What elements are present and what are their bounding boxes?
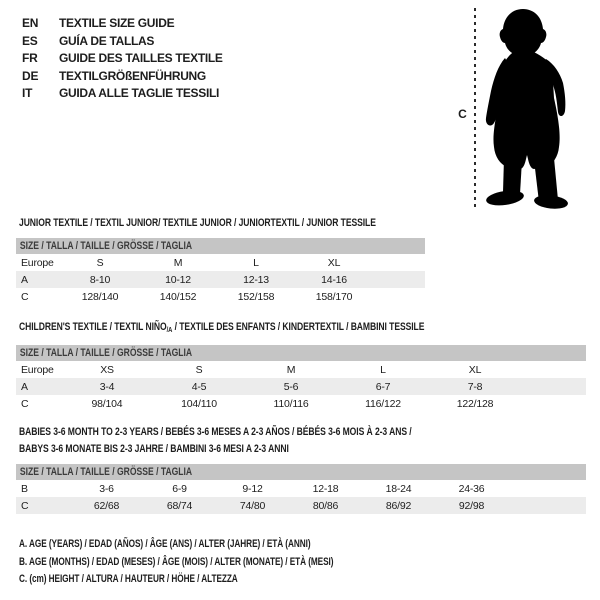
- table-row: [16, 288, 425, 305]
- table-header-row: [16, 345, 586, 361]
- language-row: [22, 68, 223, 86]
- table-cell: 24-36: [458, 482, 485, 495]
- table-cell: 86/92: [362, 497, 435, 514]
- section-title-line: BABYS 3-6 MONATE BIS 2-3 JAHRE / BAMBINI 3-6 MESI A 2-3 ANNI: [19, 443, 289, 455]
- table-cell: XS: [100, 363, 114, 376]
- baby-silhouette: [482, 8, 572, 210]
- babies-size-table: [16, 464, 586, 514]
- language-row: [22, 33, 223, 51]
- table-row: [16, 480, 586, 497]
- table-cell: 104/110: [181, 397, 217, 410]
- table-cell: [508, 497, 586, 514]
- footnote: B. AGE (MONTHS) / EDAD (MESES) / ÂGE (MOIS) / ALTER (MONATE) / ETÀ (MESI): [19, 555, 334, 568]
- row-label: A: [16, 271, 61, 288]
- row-label: Europe: [21, 363, 54, 376]
- table-cell: 80/86: [289, 497, 362, 514]
- section-title-babies: [19, 424, 412, 458]
- language-label: TEXTILE SIZE GUIDE: [59, 16, 175, 30]
- row-label: B: [21, 482, 28, 495]
- language-code: IT: [22, 86, 33, 101]
- table-cell: 8-10: [61, 271, 139, 288]
- table-cell: [521, 378, 586, 395]
- section-title-line: BABIES 3-6 MONTH TO 2-3 YEARS / BEBÉS 3-6 MESES A 2-3 AÑOS / BÉBÉS 3-6 MOIS À 2-3 ANS /: [19, 426, 412, 438]
- table-cell: 110/116: [273, 397, 309, 410]
- section-title-junior: JUNIOR TEXTILE / TEXTIL JUNIOR/ TEXTILE JUNIOR / JUNIORTEXTIL / JUNIOR TESSILE: [19, 217, 376, 229]
- junior-size-table: [16, 238, 425, 305]
- table-cell: 128/140: [81, 290, 119, 303]
- table-cell: 92/98: [435, 497, 508, 514]
- table-cell: [508, 480, 586, 497]
- table-cell: [373, 254, 425, 271]
- row-label: C: [21, 397, 29, 410]
- table-cell: M: [173, 256, 183, 269]
- table-cell: 6-7: [337, 378, 429, 395]
- table-row: [16, 271, 425, 288]
- table-cell: XL: [468, 363, 482, 376]
- subscript-text: /A: [166, 325, 173, 334]
- language-row: [22, 85, 223, 103]
- table-cell: 5-6: [245, 378, 337, 395]
- table-cell: S: [96, 256, 104, 269]
- table-cell: 152/158: [237, 290, 275, 303]
- baby-figure: [455, 6, 590, 212]
- table-cell: 74/80: [216, 497, 289, 514]
- table-row: [16, 378, 586, 395]
- footnote: C. (cm) HEIGHT / ALTURA / HAUTEUR / HÖHE / ALTEZZA: [19, 573, 238, 586]
- height-measure-label: C: [458, 107, 467, 121]
- children-size-table: [16, 345, 586, 412]
- language-label: GUIDE DES TAILLES TEXTILE: [59, 51, 223, 66]
- size-table-header: SIZE / TALLA / TAILLE / GRÖSSE / TAGLIA: [16, 238, 425, 254]
- table-cell: 68/74: [143, 497, 216, 514]
- table-cell: S: [195, 363, 203, 376]
- table-cell: 12-13: [217, 271, 295, 288]
- table-cell: 7-8: [429, 378, 521, 395]
- language-code: DE: [22, 68, 39, 83]
- language-code: FR: [22, 51, 38, 66]
- table-cell: 116/122: [365, 397, 401, 410]
- footnotes: [19, 536, 438, 589]
- table-cell: M: [286, 363, 296, 376]
- table-cell: 98/104: [91, 397, 123, 410]
- table-cell: 6-9: [172, 482, 187, 495]
- language-label: TEXTILGRÖßENFÜHRUNG: [59, 68, 206, 83]
- table-cell: 140/152: [159, 290, 197, 303]
- section-title-children: CHILDREN'S TEXTILE / TEXTIL $NIÑO_{/A}$ / TEXTILE DES ENFANTS / KINDERTEXTIL / BAMBINI TESSILE: [19, 321, 425, 334]
- language-label: GUÍA DE TALLAS: [59, 33, 155, 48]
- table-cell: 158/170: [315, 290, 353, 303]
- row-label: A: [16, 378, 61, 395]
- table-cell: [521, 361, 586, 378]
- size-table-header: SIZE / TALLA / TAILLE / GRÖSSE / TAGLIA: [16, 345, 586, 361]
- table-row: [16, 395, 586, 412]
- table-cell: L: [380, 363, 386, 376]
- table-cell: 10-12: [139, 271, 217, 288]
- language-code: EN: [22, 16, 39, 30]
- table-cell: XL: [327, 256, 341, 269]
- language-guide: [22, 15, 223, 103]
- row-label: C: [21, 290, 29, 303]
- language-row: [22, 15, 223, 33]
- table-cell: 3-4: [61, 378, 153, 395]
- table-header-row: [16, 464, 586, 480]
- language-code: ES: [22, 33, 38, 48]
- table-row: [16, 497, 586, 514]
- table-cell: 12-18: [312, 482, 339, 495]
- table-cell: L: [253, 256, 259, 269]
- height-measure-dotted-line: [474, 8, 476, 208]
- language-label: GUIDA ALLE TAGLIE TESSILI: [59, 86, 220, 101]
- language-row: [22, 50, 223, 68]
- footnote: A. AGE (YEARS) / EDAD (AÑOS) / ÂGE (ANS) / ALTER (JAHRE) / ETÀ (ANNI): [19, 538, 311, 550]
- table-cell: 18-24: [385, 482, 412, 495]
- table-cell: 62/68: [70, 497, 143, 514]
- table-cell: 3-6: [99, 482, 114, 495]
- table-cell: [373, 288, 425, 305]
- row-label: C: [16, 497, 70, 514]
- table-row: [16, 254, 425, 271]
- table-cell: 9-12: [242, 482, 263, 495]
- table-cell: [521, 395, 586, 412]
- table-cell: 14-16: [295, 271, 373, 288]
- table-header-row: [16, 238, 425, 254]
- table-row: [16, 361, 586, 378]
- table-cell: 4-5: [153, 378, 245, 395]
- table-cell: 122/128: [456, 397, 494, 410]
- row-label: Europe: [21, 256, 54, 269]
- size-table-header: SIZE / TALLA / TAILLE / GRÖSSE / TAGLIA: [16, 464, 586, 480]
- table-cell: [373, 271, 425, 288]
